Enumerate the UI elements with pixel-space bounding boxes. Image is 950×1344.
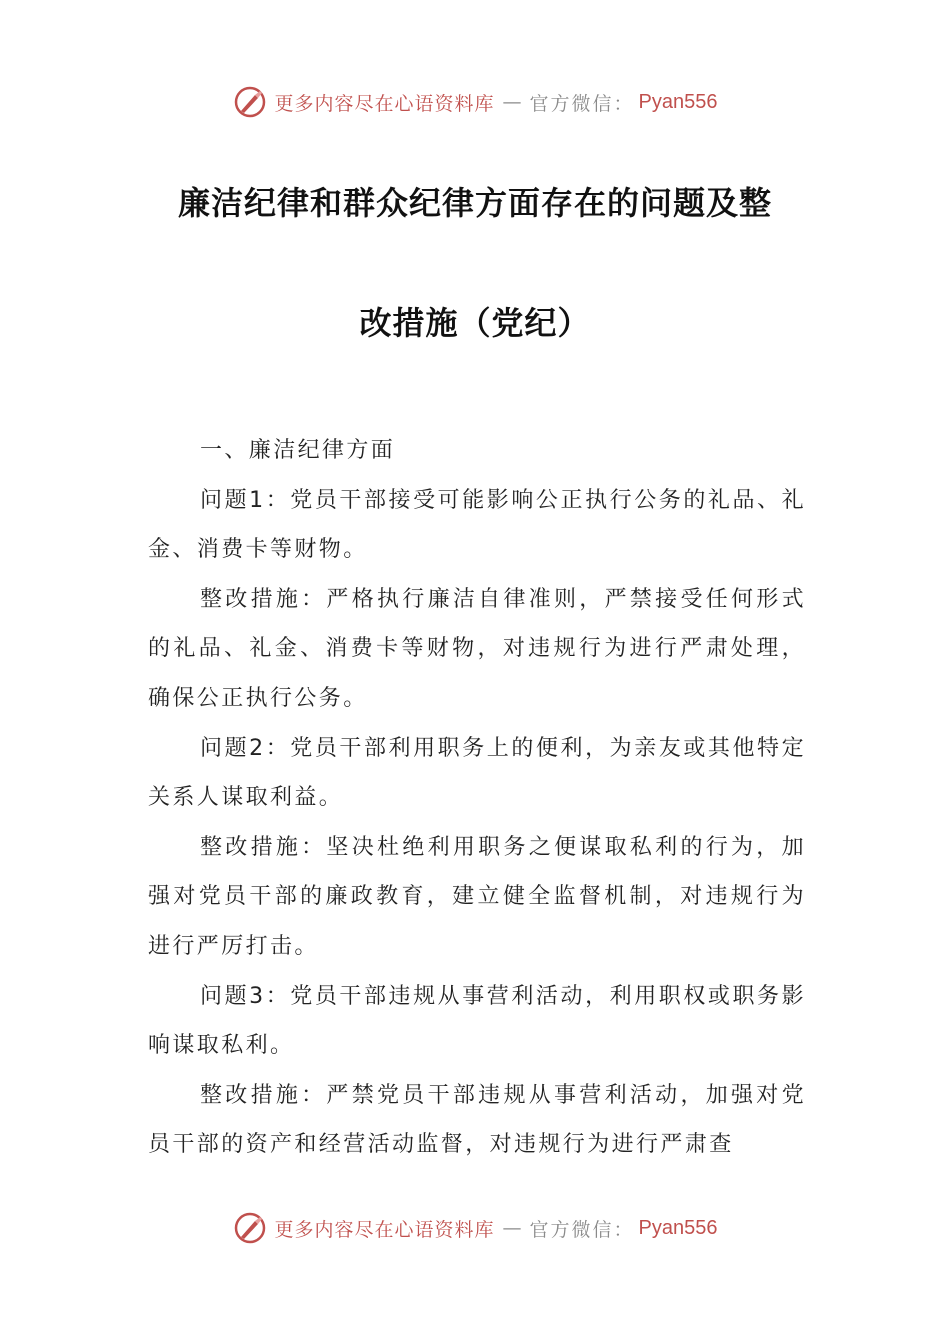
watermark-dash: — xyxy=(502,91,522,113)
watermark-site-text: 更多内容尽在心语资料库 xyxy=(274,1218,495,1241)
watermark-wechat-label: 官方微信： xyxy=(529,92,635,115)
paragraph-problem-3: 问题3：党员干部违规从事营利活动，利用职权或职务影响谋取私利。 xyxy=(148,983,806,1059)
document-body xyxy=(148,426,806,1170)
pen-logo-icon xyxy=(233,85,267,119)
pen-logo-icon xyxy=(233,1211,267,1245)
paragraph-measure-2: 整改措施：坚决杜绝利用职务之便谋取私利的行为，加强对党员干部的廉政教育，建立健全监督机制，对违规行为进行严厉打击。 xyxy=(148,834,806,959)
paragraph-measure-3: 整改措施：严禁党员干部违规从事营利活动，加强对党员干部的资产和经营活动监督，对违规行为进行严肃查 xyxy=(148,1082,806,1158)
page-title-line-2: 改措施（党纪） xyxy=(359,304,591,342)
section-heading: 一、廉洁纪律方面 xyxy=(200,438,396,463)
page-title-line-1: 廉洁纪律和群众纪律方面存在的问题及整 xyxy=(177,184,772,222)
footer-watermark xyxy=(0,1208,950,1248)
header-watermark xyxy=(0,82,950,122)
watermark-wechat-id: Pyan556 xyxy=(638,90,718,113)
paragraph-problem-1: 问题1：党员干部接受可能影响公正执行公务的礼品、礼金、消费卡等财物。 xyxy=(148,487,806,563)
watermark-wechat-id: Pyan556 xyxy=(638,1216,718,1239)
paragraph-measure-1: 整改措施：严格执行廉洁自律准则，严禁接受任何形式的礼品、礼金、消费卡等财物，对违规行为进行严肃处理，确保公正执行公务。 xyxy=(148,586,806,711)
watermark-wechat-label: 官方微信： xyxy=(529,1218,635,1241)
paragraph-problem-2: 问题2：党员干部利用职务上的便利，为亲友或其他特定关系人谋取利益。 xyxy=(148,735,806,811)
watermark-site-text: 更多内容尽在心语资料库 xyxy=(274,92,495,115)
watermark-dash: — xyxy=(502,1217,522,1239)
